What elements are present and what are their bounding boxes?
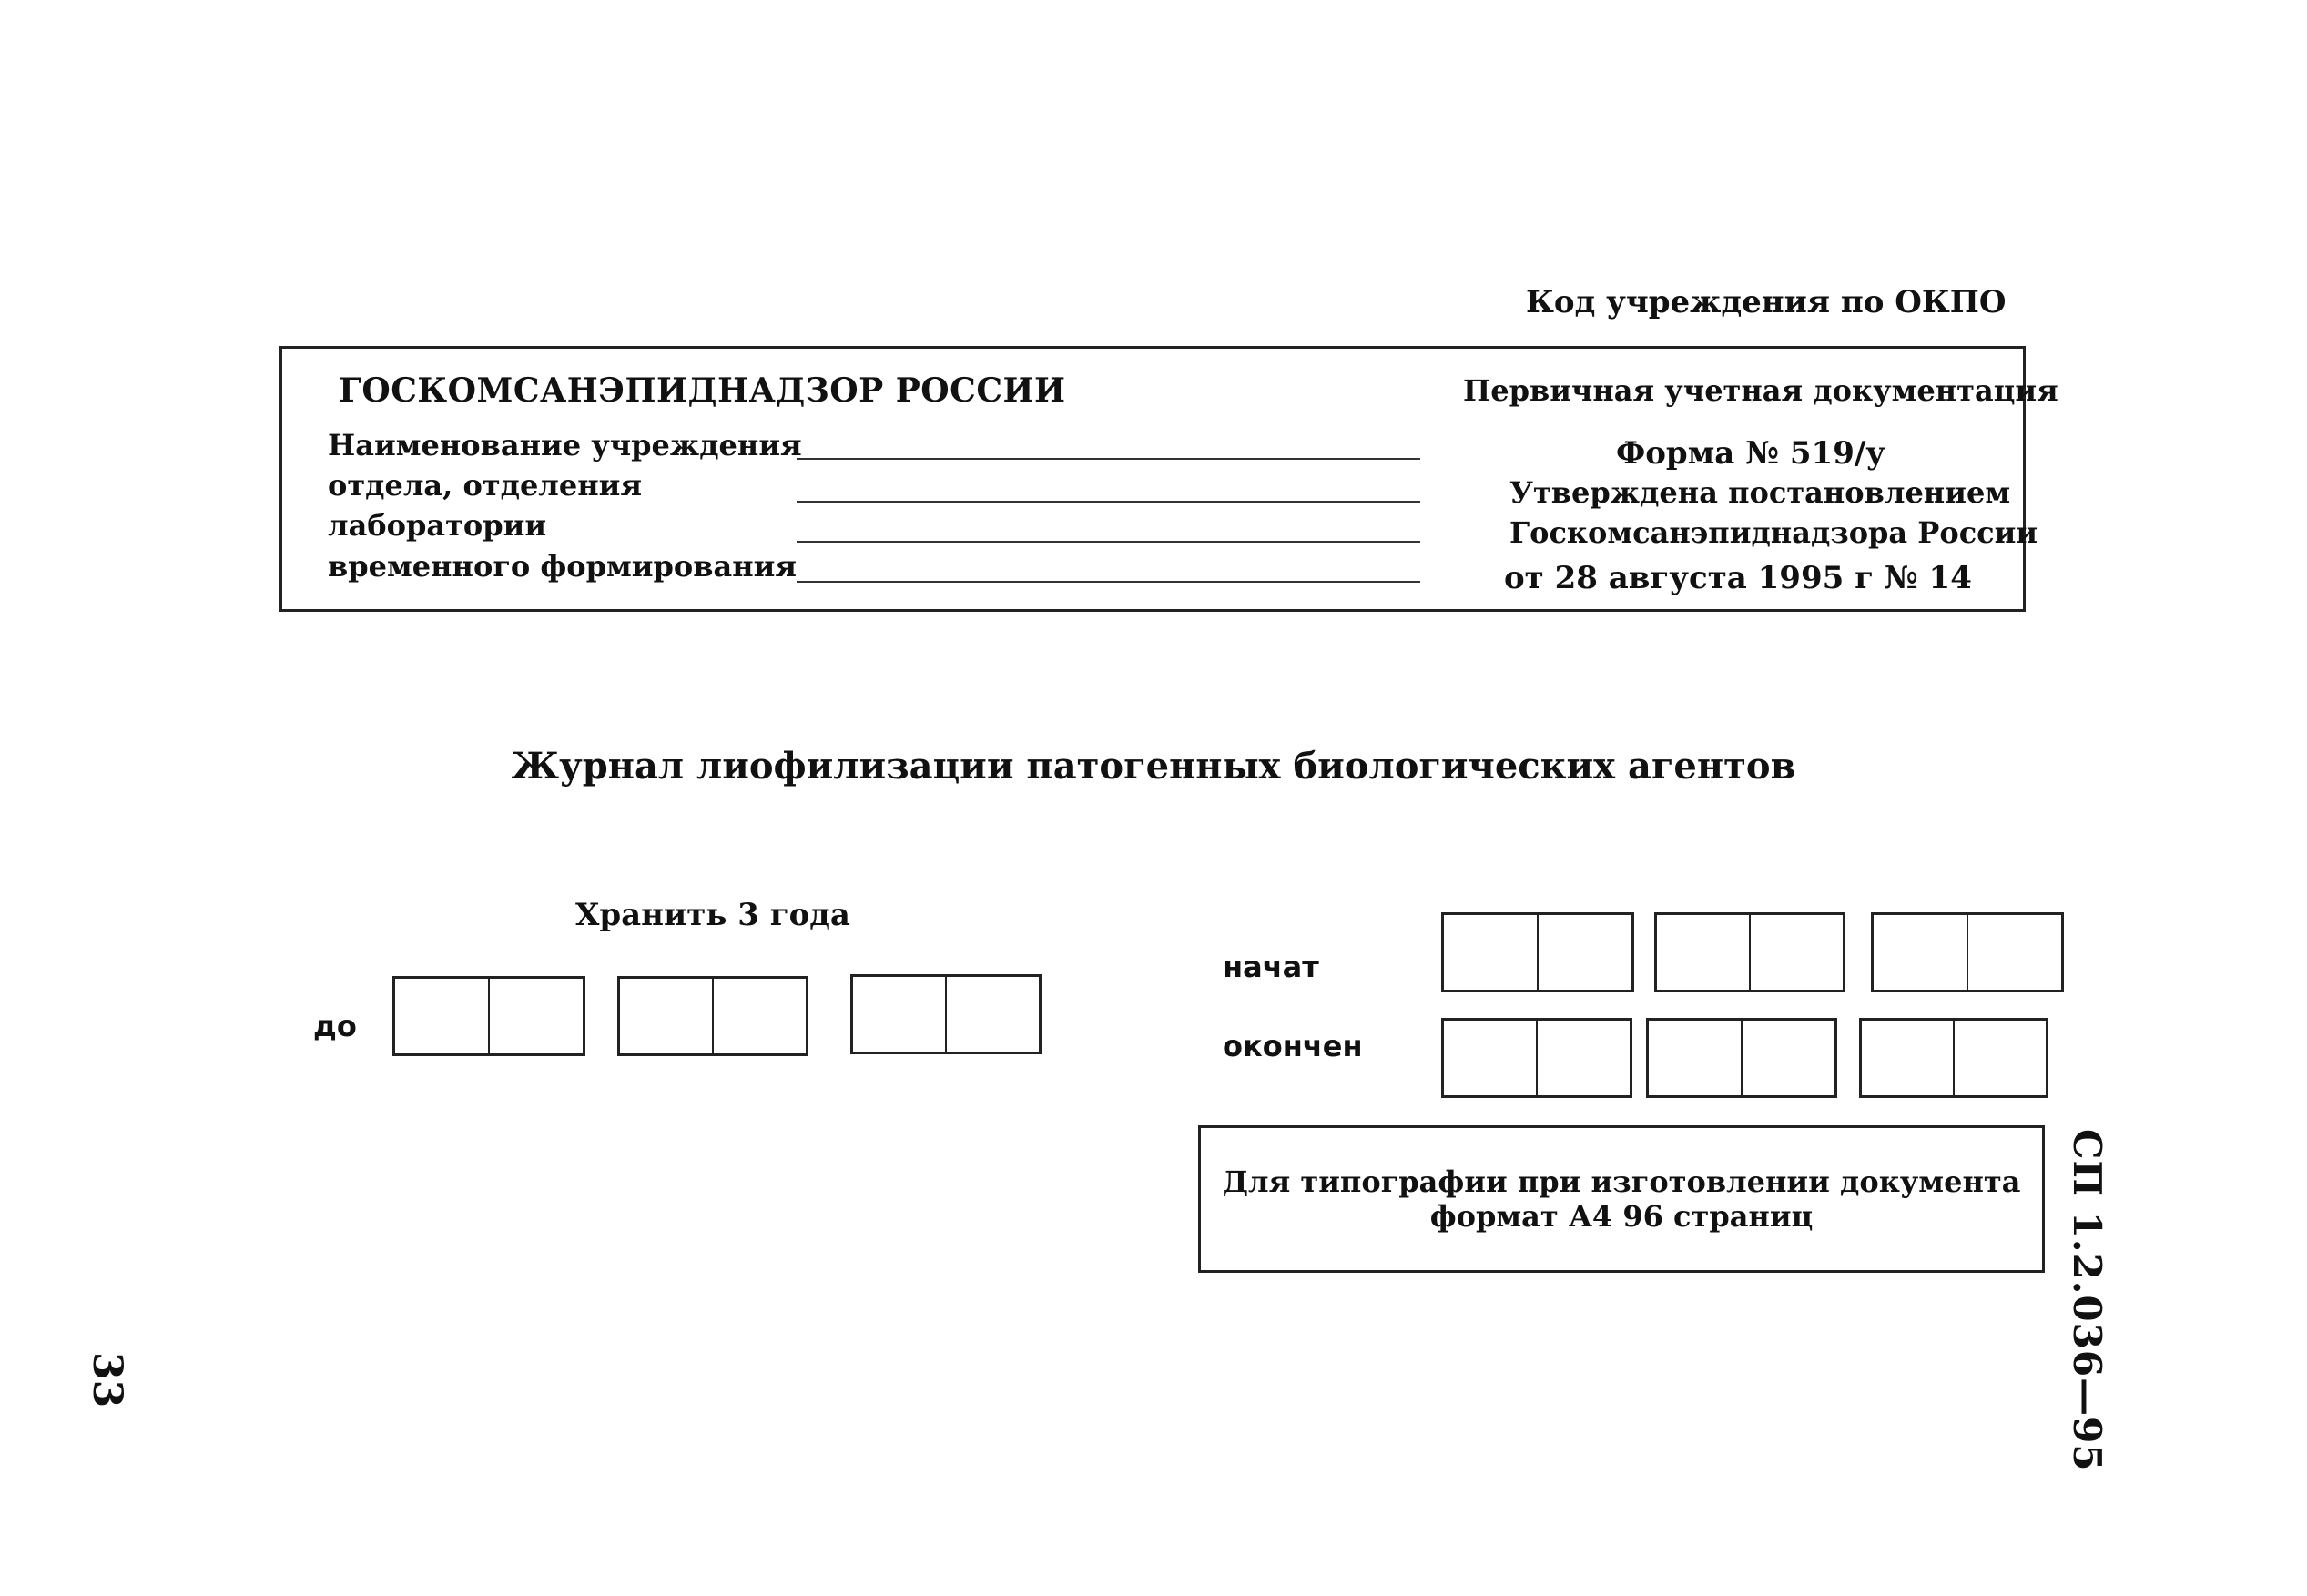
started-year-box[interactable] — [1871, 912, 2064, 992]
started-month-box[interactable] — [1654, 912, 1845, 992]
sanitary-rules-code: СП 1.2.036—95 — [2065, 1129, 2109, 1472]
agency-name: ГОСКОМСАНЭПИДНАДЗОР РОССИИ — [339, 371, 1066, 410]
until-label: до — [313, 1009, 357, 1043]
print-note-line-2: формат А4 96 страниц — [1429, 1199, 1814, 1234]
field-label-institution: Наименование учреждения — [328, 428, 802, 463]
until-year-box[interactable] — [850, 974, 1042, 1054]
field-line-temporary-unit[interactable] — [797, 581, 1420, 583]
storage-period: Хранить 3 года — [575, 897, 850, 933]
finished-day-box[interactable] — [1441, 1018, 1632, 1098]
field-label-laboratory: лаборатории — [328, 508, 547, 543]
until-day-box[interactable] — [392, 976, 585, 1056]
approved-line-3: от 28 августа 1995 г № 14 — [1504, 560, 1972, 596]
form-number: Форма № 519/у — [1616, 435, 1886, 472]
started-day-box[interactable] — [1441, 912, 1634, 992]
finished-year-box[interactable] — [1859, 1018, 2048, 1098]
field-label-temporary-unit: временного формирования — [328, 549, 797, 584]
until-month-box[interactable] — [617, 976, 808, 1056]
field-line-laboratory[interactable] — [797, 541, 1420, 543]
approved-line-2: Госкомсанэпиднадзора России — [1509, 515, 2038, 550]
field-line-institution[interactable] — [797, 458, 1420, 460]
journal-title: Журнал лиофилизации патогенных биологических агентов — [511, 745, 1796, 788]
finished-label: окончен — [1223, 1029, 1363, 1063]
field-line-department[interactable] — [797, 501, 1420, 503]
print-note-line-1: Для типографии при изготовлении документа — [1222, 1164, 2021, 1199]
field-label-department: отдела, отделения — [328, 468, 643, 503]
okpo-code-label: Код учреждения по ОКПО — [1526, 284, 2007, 320]
finished-month-box[interactable] — [1646, 1018, 1837, 1098]
doc-type: Первичная учетная документация — [1463, 373, 2058, 408]
approved-line-1: Утверждена постановлением — [1509, 475, 2011, 510]
started-label: начат — [1223, 950, 1319, 984]
print-note-box — [1198, 1125, 2045, 1273]
page-number: 33 — [84, 1352, 130, 1408]
